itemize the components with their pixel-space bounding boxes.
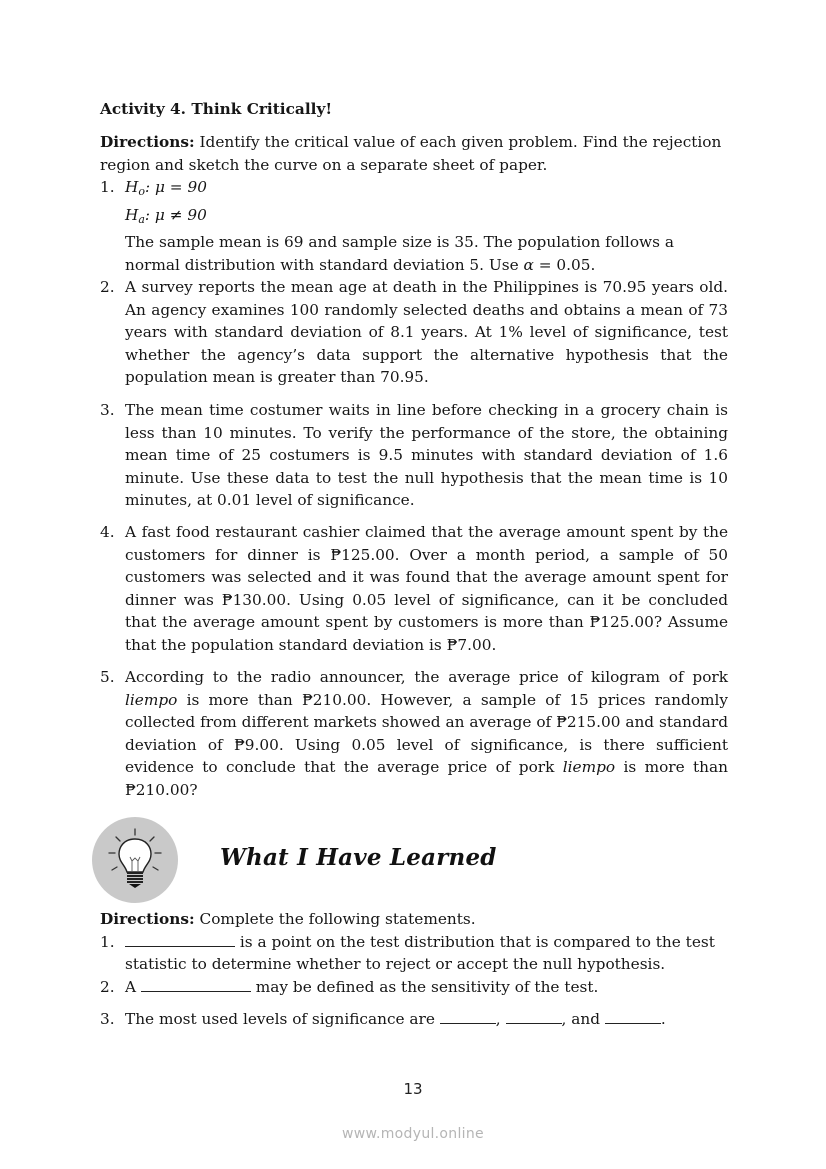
statement-text: A <box>125 977 141 996</box>
problem-text: A fast food restaurant cashier claimed that the average amount spent by the customers for dinner is ₱125.00. Over a month period, a sample of 50 customers was selected and it was found that the average amount spent for dinner was ₱130.00. Using 0.05 level of significance, can it be concluded that the average amount spent by customers is more than ₱125.00? Assume that the population standard deviation is ₱7.00. <box>125 523 728 654</box>
statement-number: 1. <box>100 932 115 951</box>
section-directions <box>100 908 740 1031</box>
subscript: o <box>138 185 145 198</box>
footer-watermark: www.modyul.online <box>342 1126 484 1142</box>
section-title: What I Have Learned <box>220 844 497 871</box>
answer-blank[interactable] <box>506 1008 562 1024</box>
problem-text <box>125 231 728 276</box>
problem-number: 1. <box>100 178 115 196</box>
alpha-symbol: α <box>523 255 534 274</box>
alternative-hypothesis <box>125 204 728 232</box>
answer-blank[interactable] <box>125 931 235 947</box>
problem-number: 4. <box>100 523 115 541</box>
problem-number: 5. <box>100 668 115 686</box>
answer-blank[interactable] <box>605 1008 661 1024</box>
separator: , <box>495 1010 506 1028</box>
italic-term: liempo <box>562 758 616 776</box>
problem-text: A survey reports the mean age at death in the Philippines is 70.95 years old. An agency examines 100 randomly selected deaths and obtains a mean of 73 years with standard deviation of 8.1 years. At 1% level of significance, test whether the agency’s data support the alternative hypothesis that the population mean is greater than 70.95. <box>125 278 728 386</box>
statement-text: . <box>660 1010 666 1028</box>
italic-term: liempo <box>125 690 178 709</box>
problem-number: 2. <box>100 278 115 296</box>
text-segment: is more than ₱210.00? <box>125 758 728 799</box>
directions-label: Directions: <box>100 910 195 928</box>
statement-text: The most used levels of significance are <box>125 1010 440 1028</box>
statement-text: is a point on the test distribution that is compared to the test statistic to determine whether to reject or accept the null hypothesis. <box>125 932 715 973</box>
text-segment: is more than ₱210.00. However, a sample of 15 prices randomly collected from different markets showed an average of ₱215.00 and standard deviation of ₱9.00. Using 0.05 level of significance, is there sufficient evidence to conclude that the average price of pork <box>125 690 728 776</box>
activity-title: Activity 4. Think Critically! <box>100 100 333 118</box>
problem-number: 3. <box>100 401 115 419</box>
problem-2 <box>100 276 728 389</box>
answer-blank[interactable] <box>440 1008 496 1024</box>
directions-text: Complete the following statements. <box>194 910 476 928</box>
problem-3 <box>100 399 728 512</box>
text-segment: The sample mean is 69 and sample size is 35. The population follows a normal distribution with standard deviation 5. Use <box>125 233 674 274</box>
statement-1 <box>100 931 740 976</box>
directions-label: Directions: <box>100 133 195 151</box>
subscript: a <box>138 212 145 226</box>
h-symbol: H <box>125 205 139 224</box>
statement-3 <box>100 1008 740 1031</box>
separator: , and <box>561 1010 605 1028</box>
hypothesis-expression: : μ ≠ 90 <box>144 205 207 224</box>
statement-2 <box>100 976 740 999</box>
statement-number: 3. <box>100 1010 115 1028</box>
hypothesis-expression: : μ = 90 <box>144 178 207 196</box>
problem-4 <box>100 521 728 656</box>
text-segment: According to the radio announcer, the average price of kilogram of pork <box>125 668 728 686</box>
problem-5 <box>100 666 728 801</box>
directions-text: Identify the critical value of each given problem. Find the rejection region and sketch the curve on a separate sheet of paper. <box>100 133 722 174</box>
answer-blank[interactable] <box>141 976 251 992</box>
problem-text <box>125 666 728 801</box>
statement-number: 2. <box>100 977 115 996</box>
problem-text: The mean time costumer waits in line before checking in a grocery chain is less than 10 minutes. To verify the performance of the store, the obtaining mean time of 25 costumers is 9.5 minutes with standard deviation of 1.6 minute. Use these data to test the null hypothesis that the mean time is 10 minutes, at 0.01 level of significance. <box>125 401 728 509</box>
text-segment: = 0.05. <box>533 255 596 274</box>
statement-text: may be defined as the sensitivity of the test. <box>250 977 599 996</box>
activity-directions <box>100 131 730 176</box>
problem-1 <box>100 176 728 276</box>
page-number: 13 <box>403 1080 423 1098</box>
lightbulb-icon <box>92 817 178 903</box>
null-hypothesis <box>125 176 728 204</box>
h-symbol: H <box>125 178 139 196</box>
